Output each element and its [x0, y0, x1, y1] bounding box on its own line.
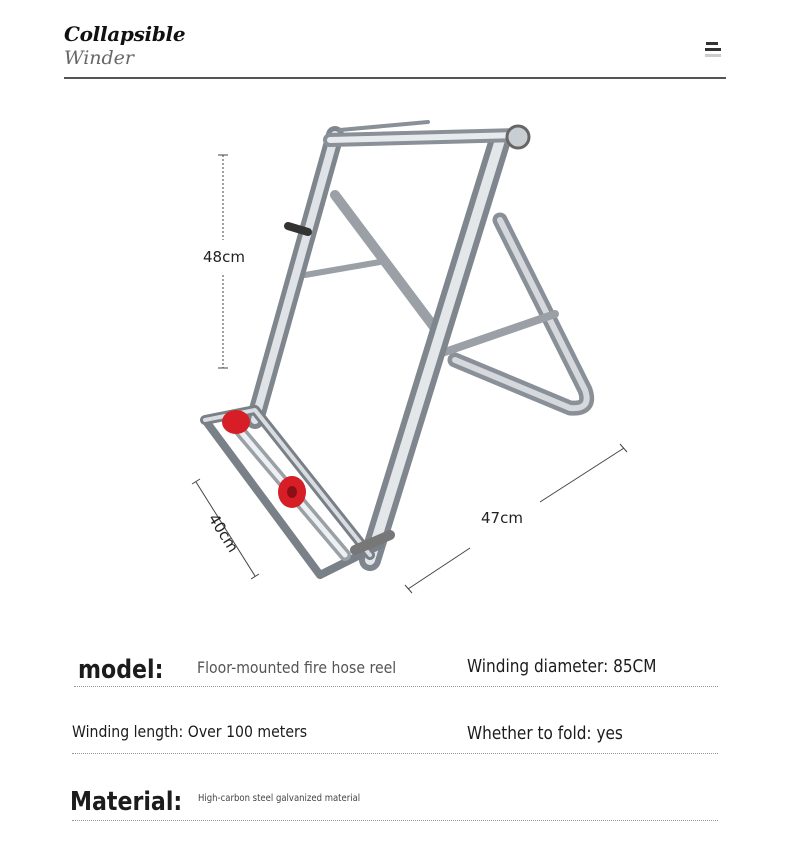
- winding-length: Winding length: Over 100 meters: [72, 722, 308, 741]
- brand-title-line1: Collapsible: [64, 22, 186, 46]
- product-image: [0, 90, 790, 610]
- material-value: High-carbon steel galvanized material: [198, 793, 361, 804]
- row-divider: [74, 686, 718, 687]
- brand-title: [64, 22, 185, 69]
- material-label: Material:: [70, 787, 183, 817]
- header-divider: [64, 77, 726, 79]
- brand-title-line2: Winder: [64, 47, 134, 69]
- model-value: Floor-mounted fire hose reel: [197, 658, 397, 677]
- fold-option: Whether to fold: yes: [467, 723, 623, 744]
- row-divider: [72, 753, 718, 754]
- dimension-height-label: 48cm: [203, 248, 245, 266]
- menu-icon[interactable]: [705, 42, 721, 60]
- dimension-depth-label: 40cm: [204, 510, 243, 556]
- model-label: model:: [78, 655, 164, 685]
- dimension-width-label: 47cm: [481, 509, 523, 527]
- row-divider: [72, 820, 718, 821]
- winding-diameter: Winding diameter: 85CM: [467, 656, 657, 677]
